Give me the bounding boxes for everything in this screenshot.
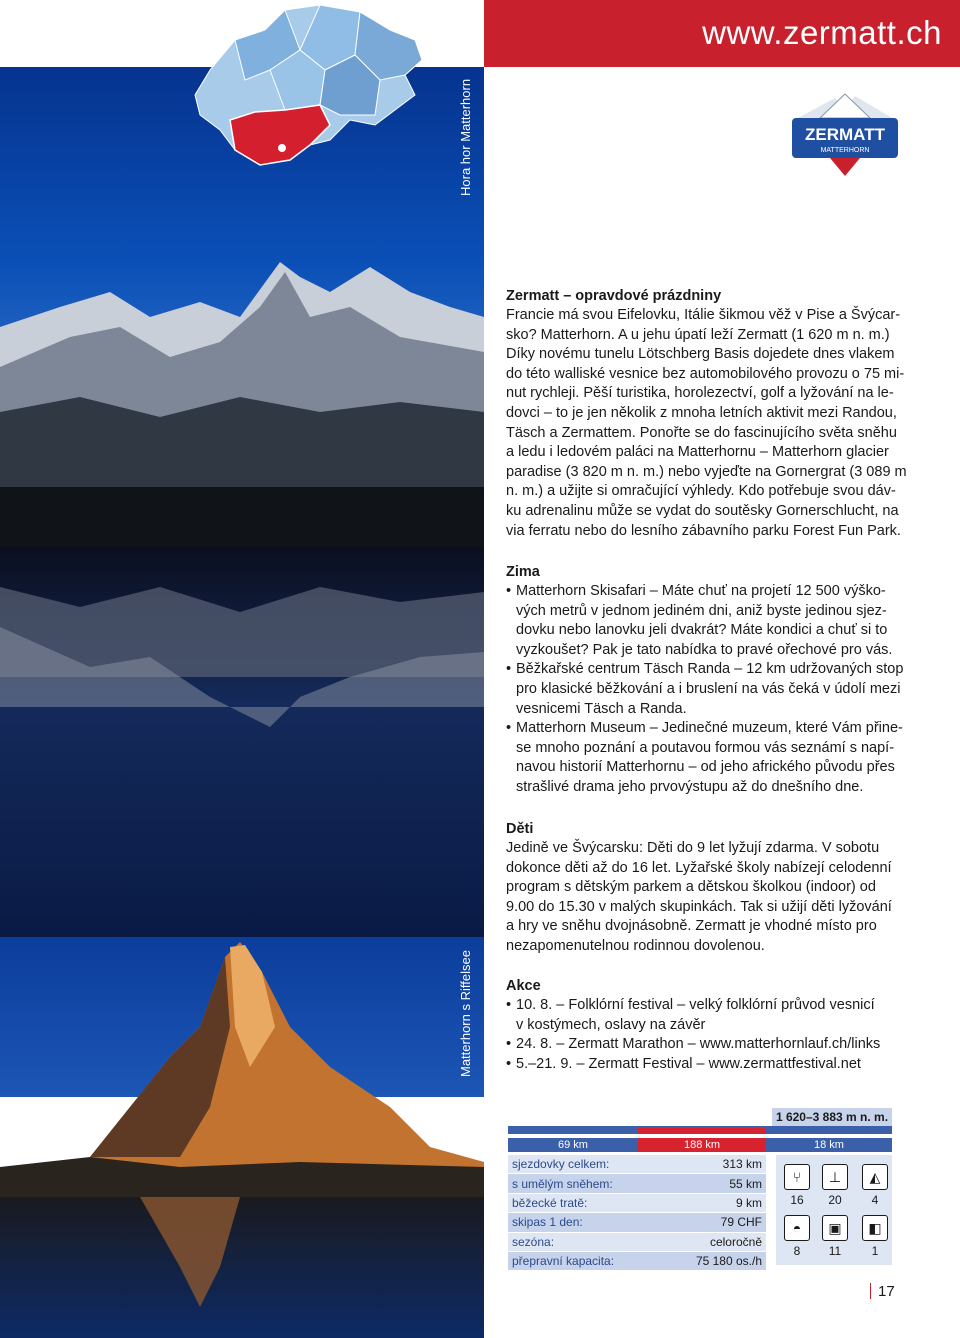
lift-count: 16	[790, 1193, 804, 1207]
segment-bar-blue	[508, 1128, 638, 1134]
stats-row	[508, 1174, 766, 1193]
lift-count: 1	[871, 1244, 879, 1258]
stats-row	[508, 1232, 766, 1251]
zima-item-line: dovku nebo lanovku jeli dvakrát? Máte kondici a chuť si to	[516, 622, 888, 639]
intro-line: sko? Matterhorn. A u jehu úpatí leží Zermatt (1 620 m n. m.)	[506, 326, 890, 343]
deti-line: 9.00 do 15.30 v malých skupinkách. Tak si užijí děti lyžování	[506, 898, 892, 915]
stats-value: celoročně	[664, 1232, 766, 1251]
logo-subtitle: MATTERHORN	[820, 147, 870, 154]
cable-car-icon: ◓	[784, 1215, 810, 1241]
intro-line: n. m.) a užijte si omračující výhledy. Kdo potřebuje svou dáv-	[506, 483, 896, 500]
akce-item-line: v kostýmech, oslavy na závěr	[516, 1016, 706, 1033]
stats-value: 313 km	[664, 1155, 766, 1174]
stats-value: 9 km	[664, 1193, 766, 1212]
cabin-lift-icon: ▣	[822, 1215, 848, 1241]
intro-paragraph	[506, 306, 946, 541]
lift-count: 20	[828, 1193, 842, 1207]
zima-item-line: • Matterhorn Skisafari – Máte chuť na projetí 12 500 výško-	[516, 583, 886, 599]
stats-table	[508, 1155, 766, 1271]
intro-line: a ledu i ledovém paláci na Matterhornu – Matterhorn glacier	[506, 444, 889, 461]
stats-label: skipas 1 den:	[508, 1213, 664, 1232]
photo-illustration	[0, 67, 484, 1338]
chairlift-icon: ⑂	[784, 1164, 810, 1190]
stats-label: s umělým sněhem:	[508, 1174, 664, 1193]
akce-item	[506, 1035, 946, 1055]
segment-bar-red	[638, 1128, 766, 1134]
zima-item-line: vých metrů v jednom jediném dni, aniž byste jedinou sjez-	[516, 602, 887, 619]
intro-line: via ferratu nebo do lesního zábavního parku Forest Fun Park.	[506, 522, 901, 539]
site-url[interactable]: www.zermatt.ch	[702, 14, 942, 51]
intro-title: Zermatt – opravdové prázdniny	[506, 288, 722, 304]
zermatt-logo[interactable]	[790, 88, 900, 180]
zima-item	[506, 719, 946, 797]
zima-list	[506, 582, 946, 798]
zima-item-line: • Běžkařské centrum Täsch Randa – 12 km udržovaných stop	[516, 661, 904, 678]
stats-label: sezóna:	[508, 1232, 664, 1251]
lift-count: 4	[871, 1193, 879, 1207]
deti-line: dokonce děti až do 16 let. Lyžařské školy nabízejí celodenní	[506, 859, 892, 876]
intro-line: dovci – to je jen několik z mnoha letních aktivit mezi Randou,	[506, 404, 897, 421]
stats-row	[508, 1213, 766, 1232]
intro-line: paradise (3 820 m n. m.) nebo vyjeďte na Gornergrat (3 089 m	[506, 463, 907, 480]
stats-label: přepravní kapacita:	[508, 1251, 664, 1270]
stats-value: 75 180 os./h	[664, 1251, 766, 1270]
lift-count: 8	[793, 1244, 801, 1258]
stats-value: 79 CHF	[664, 1213, 766, 1232]
logo-title: ZERMATT	[805, 125, 885, 144]
map-marker-icon	[278, 144, 286, 152]
deti-line: a hry ve sněhu dvojnásobně. Zermatt je vhodné místo pro	[506, 918, 877, 935]
deti-line: program s dětským parkem a dětskou školkou (indoor) od	[506, 879, 876, 896]
deti-title: Děti	[506, 821, 534, 837]
funicular-icon: ◧	[862, 1215, 888, 1241]
gondola-icon: ◭	[862, 1164, 888, 1190]
stats-label: sjezdovky celkem:	[508, 1155, 664, 1174]
zima-item-line: • Matterhorn Museum – Jedinečné muzeum, které Vám přine-	[516, 720, 903, 737]
segment-label-easy: 69 km	[508, 1138, 638, 1152]
intro-line: nut rychleji. Pěší turistika, horolezectví, golf a lyžování na le-	[506, 385, 894, 402]
deti-paragraph	[506, 839, 946, 957]
intro-line: Francie má svou Eifelovku, Itálie šikmou věž v Pise a Švýcar-	[506, 307, 901, 323]
matterhorn-photo	[0, 67, 484, 1338]
altitude-badge: 1 620–3 883 m n. m.	[772, 1108, 892, 1126]
akce-item-line: • 5.–21. 9. – Zermatt Festival – www.zermattfestival.net	[516, 1055, 861, 1072]
photo-caption-bottom: Matterhorn s Riffelsee	[458, 950, 473, 1077]
zima-item	[506, 660, 946, 719]
zima-item-line: se mnoho poznání a poutavou formou vás seznámí s napí-	[516, 739, 895, 756]
lift-count: 11	[828, 1244, 842, 1258]
photo-caption-top: Hora hor Matterhorn	[458, 78, 473, 196]
segment-bar-blue-2	[766, 1128, 892, 1134]
stats-row	[508, 1193, 766, 1212]
intro-line: Díky novému tunelu Lötschberg Basis dojedete dnes vlakem	[506, 346, 895, 363]
page-number-rule	[870, 1283, 871, 1299]
page-number: 17	[878, 1283, 895, 1300]
switzerland-map	[190, 0, 430, 178]
drag-lift-icon: ⊥	[822, 1164, 848, 1190]
akce-item	[506, 996, 946, 1035]
akce-list	[506, 996, 946, 1074]
deti-line: nezapomenutelnou rodinnou dovolenou.	[506, 937, 765, 954]
zima-item	[506, 582, 946, 660]
akce-item-line: • 24. 8. – Zermatt Marathon – www.matterhornlauf.ch/links	[516, 1036, 881, 1053]
deti-line: Jedině ve Švýcarsku: Děti do 9 let lyžují zdarma. V sobotu	[506, 840, 880, 856]
zima-item-line: navou historií Matterhornu – od jeho afrického původu přes	[516, 759, 895, 776]
zima-item-line: vesnicemi Täsch a Randa.	[516, 700, 687, 717]
zima-item-line: vyzkoušet? Pak je tato nabídka to pravé ořechové pro vás.	[516, 641, 893, 658]
stats-label: běžecké tratě:	[508, 1193, 664, 1212]
stats-row	[508, 1251, 766, 1270]
akce-item-line: • 10. 8. – Folklórní festival – velký folklórní průvod vesnicí	[516, 997, 875, 1013]
stats-value: 55 km	[664, 1174, 766, 1193]
zima-title: Zima	[506, 564, 540, 580]
segment-label-difficult: 18 km	[766, 1138, 892, 1152]
zima-item-line: pro klasické běžkování a i bruslení na vás čeká v údolí mezi	[516, 680, 901, 697]
stats-row	[508, 1155, 766, 1174]
akce-item	[506, 1055, 946, 1075]
intro-line: ku adrenalinu může se vydat do soutěsky Gornerschlucht, na	[506, 502, 899, 519]
intro-line: do této walliské vesnice bez automobilového provozu o 75 mi-	[506, 365, 905, 382]
intro-line: Täsch a Zermattem. Ponořte se do fascinujícího světa sněhu	[506, 424, 897, 441]
zima-item-line: strašlivé drama jeho prvovýstupu až do dnešního dne.	[516, 778, 864, 795]
segment-label-medium: 188 km	[638, 1138, 766, 1152]
akce-title: Akce	[506, 978, 541, 994]
